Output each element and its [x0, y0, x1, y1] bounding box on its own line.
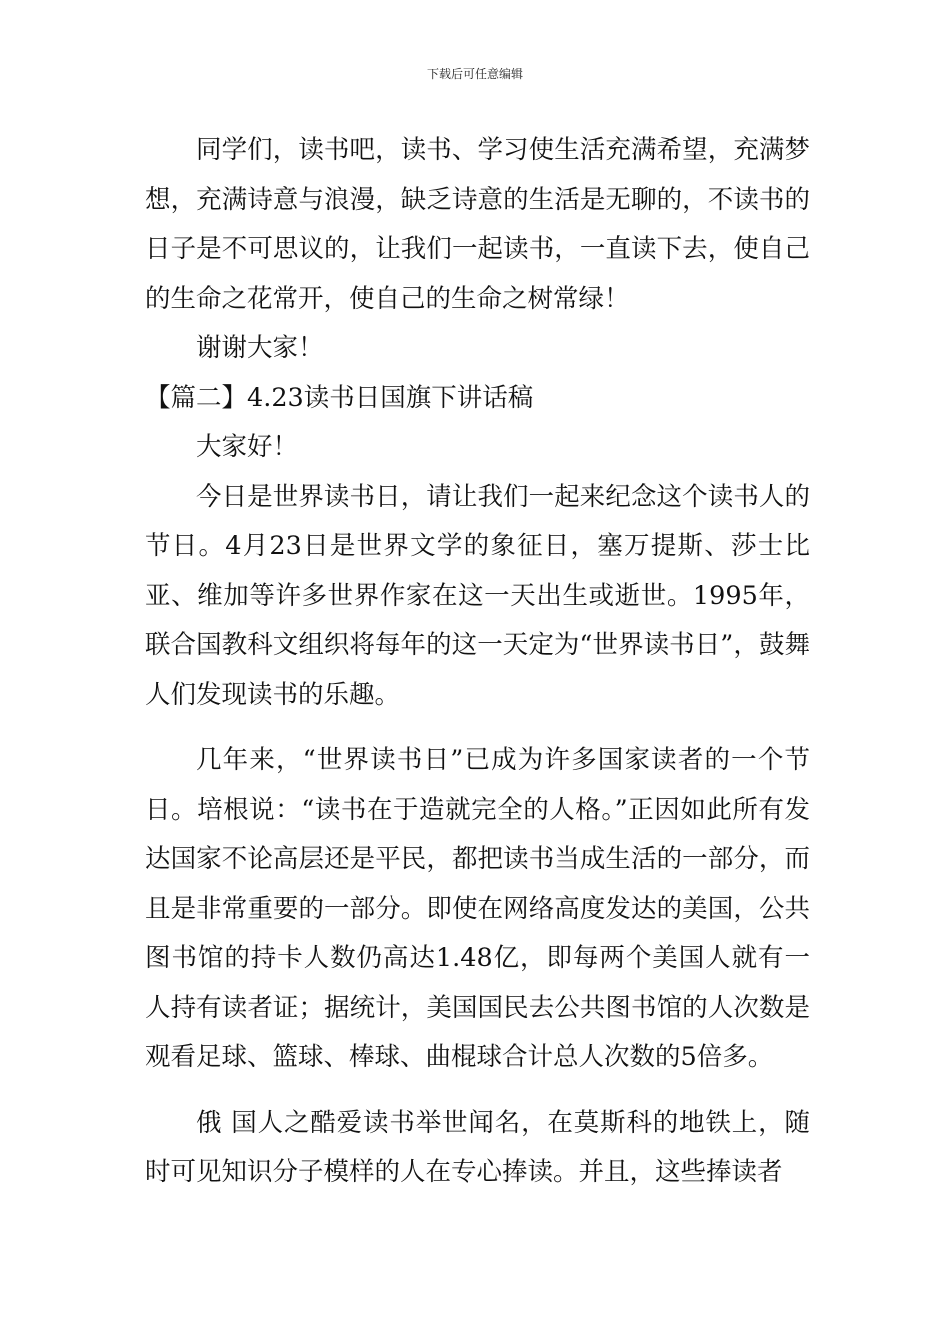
- paragraph-reading-day: 今日是世界读书日，请让我们一起来纪念这个读书人的节日。4月23日是世界文学的象征日，塞万提斯、莎士比亚、维加等许多世界作家在这一天出生或逝世。1995年，联合国教科文组织将每年的这一天定为“世界读书日”，鼓舞人们发现读书的乐趣。: [145, 481, 810, 710]
- paragraph-thanks: 谢谢大家！: [196, 333, 324, 363]
- paragraph-russia: 俄 国人之酷爱读书举世闻名，在莫斯科的地铁上，随时可见知识分子模样的人在专心捧读。并且，这些捧读者: [145, 1107, 810, 1187]
- page-header: 下载后可任意编辑: [426, 67, 523, 81]
- paragraph-greeting: 大家好！: [196, 432, 299, 462]
- paragraph-reading-habits: 几年来，“世界读书日”已成为许多国家读者的一个节日。培根说：“读书在于造就完全的人格。”正因如此所有发达国家不论高层还是平民，都把读书当成生活的一部分，而且是非常重要的一部分。即使在网络高度发达的美国，公共图书馆的持卡人数仍高达1.48亿，即每两个美国人就有一人持有读者证；据统计，美国国民去公共图书馆的人次数是观看足球、篮球、棒球、曲棍球合计总人次数的5倍多。: [145, 745, 810, 1072]
- paragraph-encouragement: 同学们，读书吧，读书、学习使生活充满希望，充满梦想，充满诗意与浪漫，缺乏诗意的生活是无聊的，不读书的日子是不可思议的，让我们一起读书，一直读下去，使自己的生命之花常开，使自己的生命之树常绿！: [145, 135, 810, 314]
- section-heading: 【篇二】4.23读书日国旗下讲话稿: [145, 382, 534, 413]
- document-body: [145, 126, 810, 1198]
